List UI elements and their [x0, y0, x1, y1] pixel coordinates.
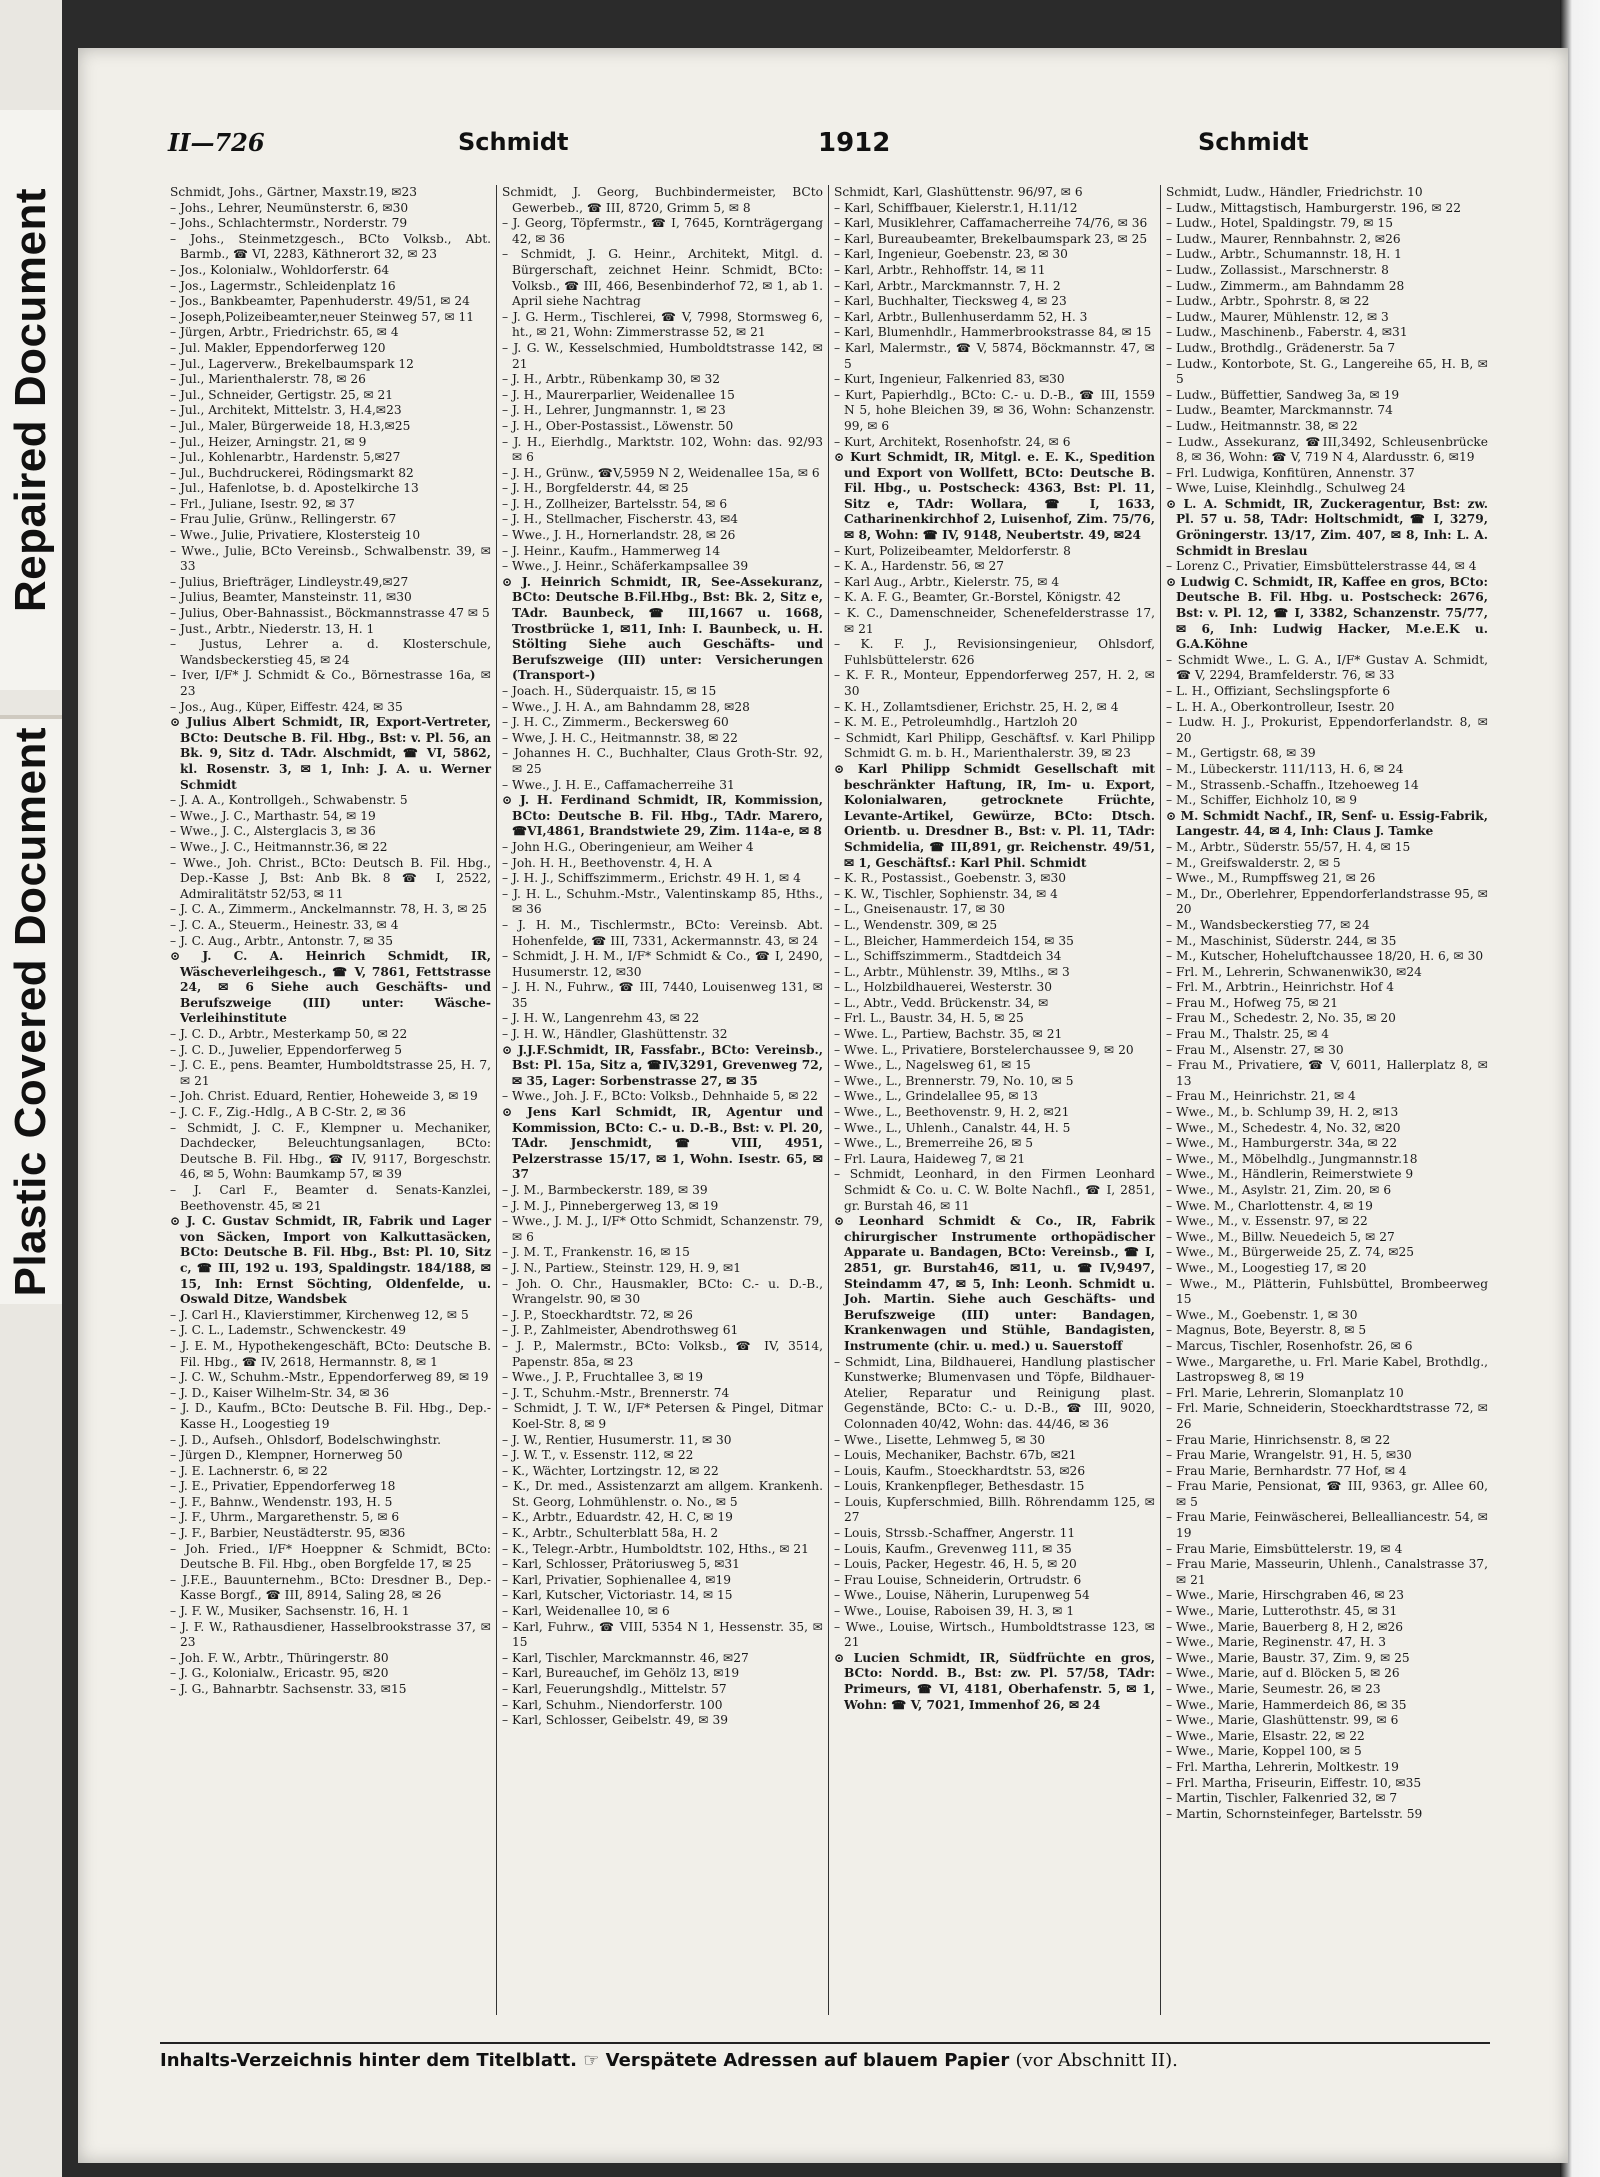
directory-entry: – Joh. Fried., I/F* Hoeppner & Schmidt, BCto: Deutsche B. Fil. Hbg., oben Borgfelde 17, ✉ 25 [170, 1541, 491, 1572]
footer-main-text: Inhalts-Verzeichnis hinter dem Titelblatt. ☞ Verspätete Adressen auf blauem Papier [160, 2050, 1010, 2071]
directory-entry: – Frau M., Schedestr. 2, No. 35, ✉ 20 [1166, 1011, 1396, 1026]
column-1 [165, 185, 497, 2015]
directory-entry: – J. Carl H., Klavierstimmer, Kirchenweg 12, ✉ 5 [170, 1307, 469, 1322]
directory-entry: – Wwe., Louise, Wirtsch., Humboldtstrasse 123, ✉ 21 [834, 1619, 1155, 1650]
directory-entry: – M., Dr., Oberlehrer, Eppendorferlandstrasse 95, ✉ 20 [1166, 886, 1488, 917]
directory-entry: – Kurt, Papierhdlg., BCto: C.- u. D.-B., ☎ III, 1559 N 5, hohe Bleichen 39, ✉ 36, Wohn: Schanzenstr. 99, ✉ 6 [834, 387, 1155, 433]
directory-entry: – Wwe., J. C., Alsterglacis 3, ✉ 36 [170, 824, 376, 839]
directory-entry: – L., Bleicher, Hammerdeich 154, ✉ 35 [834, 933, 1074, 948]
directory-entry: – Ludw., Maschinenb., Faberstr. 4, ✉31 [1166, 325, 1408, 340]
directory-entry: – Johs., Schlachtermstr., Norderstr. 79 [170, 216, 408, 231]
directory-entry: – Julius, Beamter, Mansteinstr. 11, ✉30 [170, 590, 412, 605]
directory-entry: – K. F. R., Monteur, Eppendorferweg 257, H. 2, ✉ 30 [834, 668, 1155, 698]
directory-entry: – J. C. F., Zig.-Hdlg., A B C-Str. 2, ✉ 36 [170, 1105, 406, 1120]
directory-entry: – Frl. M., Lehrerin, Schwanenwik30, ✉24 [1166, 964, 1422, 979]
directory-entry: – J. Carl F., Beamter d. Senats-Kanzlei, Beethovenstr. 45, ✉ 21 [170, 1183, 491, 1213]
directory-entry: – K., Arbtr., Schulterblatt 58a, H. 2 [502, 1526, 719, 1541]
directory-entry: – Frau Julie, Grünw., Rellingerstr. 67 [170, 512, 397, 527]
directory-entry: – Joh. H. H., Beethovenstr. 4, H. A [502, 855, 712, 870]
directory-entry: – Jürgen, Arbtr., Friedrichstr. 65, ✉ 4 [170, 325, 399, 340]
directory-entry: – Ludw., Maurer, Rennbahnstr. 2, ✉26 [1166, 231, 1401, 246]
directory-entry: – Wwe., Margarethe, u. Frl. Marie Kabel, Brothdlg., Lastropsweg 8, ✉ 19 [1166, 1354, 1488, 1385]
directory-entry: – J. G. Herm., Tischlerei, ☎ V, 7998, Stormsweg 6, ht., ✉ 21, Wohn: Zimmerstrasse 52, ✉ 21 [502, 309, 823, 340]
directory-entry: – J. W., Rentier, Husumerstr. 11, ✉ 30 [502, 1432, 732, 1447]
directory-entry: ⊙ Leonhard Schmidt & Co., IR, Fabrik chirurgischer Instrumente orthopädischer Apparate u. Bandagen, BCto: Vereinsb., ☎ I, 2851, gr. Burstah46, ✉11, u. ☎IV,9497, Steindamm 47, ✉ 5, Inh: Leonh. Schmidt u. Joh. Martin. Siehe auch Geschäfts- und Berufszweige (III) unter: Bandagen, Krankenwagen und Stühle, Bandagisten, Instrumente (chir. u. med.) u. Sauerstoff [834, 1214, 1155, 1353]
directory-entry: – Wwe., Marie, Glashüttenstr. 99, ✉ 6 [1166, 1713, 1399, 1728]
directory-entry: – J. E. M., Hypothekengeschäft, BCto: Deutsche B. Fil. Hbg., ☎ IV, 2618, Hermannstr. 8, ✉ 1 [170, 1338, 491, 1369]
directory-entry: – J. C. A., Zimmerm., Anckelmannstr. 78, H. 3, ✉ 25 [170, 902, 488, 917]
directory-entry: – Frl. L., Baustr. 34, H. 5, ✉ 25 [834, 1011, 1024, 1026]
directory-entry: – J. F., Barbier, Neustädterstr. 95, ✉36 [170, 1526, 406, 1541]
directory-entry: – Ludw., Arbtr., Spohrstr. 8, ✉ 22 [1166, 294, 1370, 309]
directory-entry: – J. A. A., Kontrollgeh., Schwabenstr. 5 [170, 793, 408, 808]
directory-entry: – Wwe., Louise, Näherin, Lurupenweg 54 [834, 1588, 1090, 1603]
directory-entry: – Wwe., Lisette, Lehmweg 5, ✉ 30 [834, 1432, 1046, 1447]
directory-entry: – Ludw., Maurer, Mühlenstr. 12, ✉ 3 [1166, 309, 1389, 324]
directory-entry: – Schmidt, Leonhard, in den Firmen Leonhard Schmidt & Co. u. C. W. Bolte Nachfl., ☎ I, 2851, gr. Burstah 46, ✉ 11 [834, 1167, 1155, 1213]
directory-entry: – Kurt, Polizeibeamter, Meldorferstr. 8 [834, 543, 1071, 558]
directory-entry: – Ludw., Brothdlg., Grädenerstr. 5a 7 [1166, 340, 1396, 355]
directory-entry: – J. T., Schuhm.-Mstr., Brennerstr. 74 [502, 1385, 730, 1400]
directory-entry: – Wwe., M., Bürgerweide 25, Z. 74, ✉25 [1166, 1245, 1414, 1260]
directory-entry: – Wwe., M., Plätterin, Fuhlsbüttel, Brombeerweg 15 [1166, 1276, 1488, 1307]
directory-entry: – Wwe., Marie, Lutterothstr. 45, ✉ 31 [1166, 1604, 1398, 1619]
directory-entry: – Schmidt, Lina, Bildhauerei, Handlung plastischer Kunstwerke; Blumenvasen und Töpfe, Bildhauer-Atelier, Reparatur und Reinigung plast. Gegenstände, BCto: C.- u. D.-B., ☎ III, 9020, Colonnaden 40/42, Wohn: das. 44/46, ✉ 36 [834, 1354, 1155, 1431]
directory-entry: – M., Lübeckerstr. 111/113, H. 6, ✉ 24 [1166, 761, 1404, 776]
directory-entry: – Wwe. L., Partiew, Bachstr. 35, ✉ 21 [834, 1027, 1063, 1042]
directory-entry: – Karl, Tischler, Marckmannstr. 46, ✉27 [502, 1650, 749, 1665]
directory-entry: – Wwe., L., Grindelallee 95, ✉ 13 [834, 1089, 1038, 1104]
directory-entry: – Karl, Schuhm., Niendorferstr. 100 [502, 1697, 723, 1712]
directory-entry: – J. M. T., Frankenstr. 16, ✉ 15 [502, 1245, 690, 1260]
directory-entry: – Martin, Schornsteinfeger, Bartelsstr. 59 [1166, 1806, 1423, 1821]
directory-entry: – Wwe., M., Händlerin, Reimerstwiete 9 [1166, 1167, 1414, 1182]
plastic-covered-label-band [0, 715, 62, 1304]
directory-entry: – M., Strassenb.-Schaffn., Itzehoeweg 14 [1166, 777, 1419, 792]
directory-entry: – Wwe. M., Charlottenstr. 4, ✉ 19 [1166, 1198, 1373, 1213]
directory-entry: – Jul., Hafenlotse, b. d. Apostelkirche 13 [170, 481, 419, 496]
directory-entry: – M., Greifswalderstr. 2, ✉ 5 [1166, 855, 1341, 870]
plastic-covered-label: Plastic Covered Document [6, 726, 55, 1297]
directory-entry: – Wwe., Julie, Privatiere, Klostersteig 10 [170, 528, 421, 543]
directory-entry: – Ludw., Heitmannstr. 38, ✉ 22 [1166, 418, 1358, 433]
directory-entry: – Frl. Marie, Schneiderin, Stoeckhardtstrasse 72, ✉ 26 [1166, 1401, 1488, 1431]
directory-entry: – Ludw., Zollassist., Marschnerstr. 8 [1166, 262, 1389, 277]
page-header [168, 128, 1558, 168]
directory-entry: – J. H. W., Händler, Glashüttenstr. 32 [502, 1027, 728, 1042]
directory-entry: – L. H. A., Oberkontrolleur, Isestr. 20 [1166, 699, 1395, 714]
directory-entry: – J. D., Kaufm., BCto: Deutsche B. Fil. Hbg., Dep.-Kasse H., Loogestieg 19 [170, 1401, 491, 1431]
directory-entry: – Louis, Kaufm., Stoeckhardtstr. 53, ✉26 [834, 1463, 1086, 1478]
directory-entry: – Frau Marie, Pensionat, ☎ III, 9363, gr. Allee 60, ✉ 5 [1166, 1479, 1488, 1509]
directory-entry: – Wwe., Louise, Raboisen 39, H. 3, ✉ 1 [834, 1604, 1075, 1619]
directory-entry: – Wwe., J. C., Marthastr. 54, ✉ 19 [170, 808, 376, 823]
directory-entry: – M., Arbtr., Süderstr. 55/57, H. 4, ✉ 15 [1166, 839, 1411, 854]
directory-entry: – Karl, Arbtr., Rehhoffstr. 14, ✉ 11 [834, 262, 1046, 277]
directory-entry: – Karl, Schlosser, Geibelstr. 49, ✉ 39 [502, 1713, 729, 1728]
directory-entry: – Julius, Briefträger, Lindleystr.49,✉27 [170, 574, 409, 589]
directory-entry: – K., Wächter, Lortzingstr. 12, ✉ 22 [502, 1463, 719, 1478]
directory-entry: – J. F., Bahnw., Wendenstr. 193, H. 5 [170, 1494, 393, 1509]
directory-entry: – J. P., Zahlmeister, Abendrothsweg 61 [502, 1323, 739, 1338]
page-number: II—726 [168, 128, 265, 157]
directory-entry: – K., Telegr.-Arbtr., Humboldtstr. 102, Hths., ✉ 21 [502, 1541, 809, 1556]
directory-entry: – Joh. O. Chr., Hausmakler, BCto: C.- u. D.-B., Wrangelstr. 90, ✉ 30 [502, 1276, 823, 1307]
left-margin-strip [0, 0, 62, 2177]
column-3 [829, 185, 1161, 2015]
directory-entry: ⊙ Karl Philipp Schmidt Gesellschaft mit beschränkter Haftung, IR, Im- u. Export, Kolonialwaren, getrocknete Früchte, Levante-Artikel, Gewürze, BCto: Dtsch. Orientb. u. Dresdner B., Bst: v. Pl. 11, TAdr: Schmidelia, ☎ III,891, gr. Reichenstr. 49/51, ✉ 1, Geschäftsf.: Karl Phil. Schmidt [834, 761, 1155, 870]
directory-entry: – Jos., Aug., Küper, Eiffestr. 424, ✉ 35 [170, 699, 403, 714]
directory-entry: – J. Heinr., Kaufm., Hammerweg 14 [502, 543, 721, 558]
directory-entry: – L., Arbtr., Mühlenstr. 39, Mtlhs., ✉ 3 [834, 964, 1070, 979]
directory-entry: – Karl Aug., Arbtr., Kielerstr. 75, ✉ 4 [834, 574, 1060, 589]
directory-entry: – Wwe., M., Loogestieg 17, ✉ 20 [1166, 1260, 1367, 1275]
directory-entry: – Ludw., Büffettier, Sandweg 3a, ✉ 19 [1166, 387, 1400, 402]
directory-entry: – Wwe., J. M. J., I/F* Otto Schmidt, Schanzenstr. 79, ✉ 6 [502, 1214, 823, 1244]
directory-entry: ⊙ L. A. Schmidt, IR, Zuckeragentur, Bst: zw. Pl. 57 u. 58, TAdr: Holtschmidt, ☎ I, 3279, Gröningerstr. 13/17, Zim. 407, ✉ 8, Inh: L. A. Schmidt in Breslau [1166, 496, 1488, 558]
directory-entry: – J. E. Lachnerstr. 6, ✉ 22 [170, 1463, 328, 1478]
repaired-label-band [0, 110, 62, 690]
directory-entry: – Jul. Makler, Eppendorferweg 120 [170, 340, 386, 355]
directory-entry: ⊙ J. C. Gustav Schmidt, IR, Fabrik und Lager von Säcken, Import von Kalkuttasäcken, BCto: Deutsche B. Fil. Hbg., Bst: Pl. 10, Sitz c, ☎ III, 192 u. 193, Spaldingstr. 184/188, ✉ 15, Inh: Ernst Söchting, Oldenfelde, u. Oswald Ditze, Wandsbek [170, 1214, 491, 1307]
directory-entry: – K. A., Hardenstr. 56, ✉ 27 [834, 559, 1005, 574]
directory-entry: Schmidt, Karl, Glashüttenstr. 96/97, ✉ 6 [834, 185, 1083, 199]
directory-entry: – Frau M., Hofweg 75, ✉ 21 [1166, 995, 1338, 1010]
directory-entry: – Ludw. H. J., Prokurist, Eppendorferlandstr. 8, ✉ 20 [1166, 715, 1488, 745]
column-2 [497, 185, 829, 2015]
directory-entry: ⊙ Kurt Schmidt, IR, Mitgl. e. E. K., Spedition und Export von Wollfett, BCto: Deutsche B. Fil. Hbg., u. Postscheck: 4363, Bst: Pl. 11, Sitz e, TAdr: Wollara, ☎ I, 1633, Catharinenkirchhof 2, Luisenhof, Zim. 75/76, ✉ 8, Wohn: ☎ IV, 9148, Neubertstr. 49, ✉24 [834, 450, 1155, 543]
directory-entry: – Marcus, Tischler, Rosenhofstr. 26, ✉ 6 [1166, 1338, 1413, 1353]
directory-entry: – Jul., Lagerverw., Brekelbaumspark 12 [170, 356, 414, 371]
directory-entry: – M., Gertigstr. 68, ✉ 39 [1166, 746, 1316, 761]
directory-entry: – Ludw., Mittagstisch, Hamburgerstr. 196, ✉ 22 [1166, 200, 1462, 215]
directory-entry: – M., Wandsbeckerstieg 77, ✉ 24 [1166, 917, 1370, 932]
directory-entry: – Karl, Weidenallee 10, ✉ 6 [502, 1604, 670, 1619]
directory-entry: – Schmidt, J. G. Heinr., Architekt, Mitgl. d. Bürgerschaft, zeichnet Heinr. Schmidt, BCto: Volksb., ☎ III, 466, Besenbinderhof 72, ✉ 1, ab 1. April siehe Nachtrag [502, 247, 823, 309]
directory-entry: – J. W. T., v. Essenstr. 112, ✉ 22 [502, 1448, 694, 1463]
directory-entry: – J. H. L., Schuhm.-Mstr., Valentinskamp 85, Hths., ✉ 36 [502, 886, 823, 917]
directory-entry: – J. D., Aufseh., Ohlsdorf, Bodelschwinghstr. [170, 1432, 441, 1447]
directory-entry: – Wwe., J. H. A., am Bahndamm 28, ✉28 [502, 699, 750, 714]
directory-entry: – Kurt, Architekt, Rosenhofstr. 24, ✉ 6 [834, 434, 1071, 449]
directory-entry: – Wwe., Joh. J. F., BCto: Volksb., Dehnhaide 5, ✉ 22 [502, 1089, 818, 1104]
directory-entry: – Frau M., Heinrichstr. 21, ✉ 4 [1166, 1089, 1356, 1104]
directory-entry: – J. D., Kaiser Wilhelm-Str. 34, ✉ 36 [170, 1385, 390, 1400]
directory-entry: – John H.G., Oberingenieur, am Weiher 4 [502, 839, 754, 854]
directory-entry: – Wwe., L., Uhlenh., Canalstr. 44, H. 5 [834, 1120, 1071, 1135]
directory-entry: – Julius, Ober-Bahnassist., Böckmannstrasse 47 ✉ 5 [170, 606, 490, 621]
directory-entry: – Frl., Juliane, Isestr. 92, ✉ 37 [170, 496, 355, 511]
directory-entry: – J. H., Arbtr., Rübenkamp 30, ✉ 32 [502, 372, 720, 387]
directory-entry: – Joseph,Polizeibeamter,neuer Steinweg 57, ✉ 11 [170, 309, 475, 324]
directory-entry: – Just., Arbtr., Niederstr. 13, H. 1 [170, 621, 375, 636]
directory-entry: – Frau Marie, Wrangelstr. 91, H. 5, ✉30 [1166, 1448, 1412, 1463]
directory-entry: – Jul., Schneider, Gertigstr. 25, ✉ 21 [170, 387, 394, 402]
directory-entry: – Frau Marie, Masseurin, Uhlenh., Canalstrasse 37, ✉ 21 [1166, 1557, 1488, 1587]
directory-entry: – Johs., Lehrer, Neumünsterstr. 6, ✉30 [170, 200, 409, 215]
directory-entry: – Schmidt, J. C. F., Klempner u. Mechaniker, Dachdecker, Beleuchtungsanlagen, BCto: Deutsche B. Fil. Hbg., ☎ IV, 9117, Borgeschstr. 46, ✉ 5, Wohn: Baumkamp 57, ✉ 39 [170, 1120, 491, 1182]
directory-entry: – Wwe., M., v. Essenstr. 97, ✉ 22 [1166, 1214, 1368, 1229]
directory-entry: – J. H., Borgfelderstr. 44, ✉ 25 [502, 481, 689, 496]
directory-entry: – J. N., Partiew., Steinstr. 129, H. 9, ✉1 [502, 1260, 741, 1275]
directory-entry: – K. W., Tischler, Sophienstr. 34, ✉ 4 [834, 886, 1058, 901]
directory-entry: – K., Arbtr., Eduardstr. 42, H. C, ✉ 19 [502, 1510, 733, 1525]
directory-entry: – Lorenz C., Privatier, Eimsbüttelerstrasse 44, ✉ 4 [1166, 559, 1477, 574]
directory-columns [165, 185, 1495, 2015]
directory-entry: – Wwe., Julie, BCto Vereinsb., Schwalbenstr. 39, ✉ 33 [170, 543, 491, 574]
directory-entry: – Wwe., M., Goebenstr. 1, ✉ 30 [1166, 1307, 1358, 1322]
directory-entry: – Jul., Maler, Bürgerweide 18, H.3,✉25 [170, 418, 411, 433]
directory-entry: Schmidt, Johs., Gärtner, Maxstr.19, ✉23 [170, 185, 418, 199]
directory-entry: – Frau Marie, Feinwäscherei, Bellealliancestr. 54, ✉ 19 [1166, 1510, 1488, 1541]
directory-entry: – Wwe., M., Rumpffsweg 21, ✉ 26 [1166, 871, 1376, 886]
directory-entry: – Jul., Marienthalerstr. 78, ✉ 26 [170, 372, 366, 387]
directory-entry: – Wwe., M., Schedestr. 4, No. 32, ✉20 [1166, 1120, 1401, 1135]
directory-entry: ⊙ Jens Karl Schmidt, IR, Agentur und Kommission, BCto: C.- u. D.-B., Bst: v. Pl. 20, TAdr. Jenschmidt, ☎ VIII, 4951, Pelzerstrasse 15/17, ✉ 1, Wohn. Isestr. 65, ✉ 37 [502, 1105, 823, 1182]
directory-entry: – Schmidt Wwe., L. G. A., I/F* Gustav A. Schmidt, ☎ V, 2294, Bramfelderstr. 76, ✉ 33 [1166, 652, 1488, 683]
directory-entry: – J. P., Malermstr., BCto: Volksb., ☎ IV, 3514, Papenstr. 85a, ✉ 23 [502, 1338, 823, 1369]
directory-entry: – Karl, Arbtr., Bullenhuserdamm 52, H. 3 [834, 309, 1088, 324]
directory-entry: – J. H. M., Tischlermstr., BCto: Vereinsb. Abt. Hohenfelde, ☎ III, 7331, Ackermannstr. 43, ✉ 24 [502, 917, 823, 948]
directory-entry: – J. C. D., Juwelier, Eppendorferweg 5 [170, 1042, 403, 1057]
directory-entry: – J. H., Zollheizer, Bartelsstr. 54, ✉ 6 [502, 496, 728, 511]
directory-entry: – Wwe., Joh. Christ., BCto: Deutsch B. Fil. Hbg., Dep.-Kasse J, Bst: Anb Bk. 8 ☎ I, 2522, Admiralitätstr 52/53, ✉ 11 [170, 855, 491, 901]
directory-entry: – L., Holzbildhauerei, Westerstr. 30 [834, 980, 1053, 995]
directory-entry: – J. C. L., Lademstr., Schwenckestr. 49 [170, 1323, 407, 1338]
year-heading: 1912 [818, 128, 891, 158]
directory-entry: – Karl, Fuhrw., ☎ VIII, 5354 N 1, Hessenstr. 35, ✉ 15 [502, 1619, 823, 1650]
directory-entry: – Frau Louise, Schneiderin, Ortrudstr. 6 [834, 1572, 1082, 1587]
directory-entry: – Wwe., Marie, Seumestr. 26, ✉ 23 [1166, 1682, 1381, 1696]
directory-entry: – J. C. Aug., Arbtr., Antonstr. 7, ✉ 35 [170, 933, 394, 948]
directory-entry: ⊙ M. Schmidt Nachf., IR, Senf- u. Essig-Fabrik, Langestr. 44, ✉ 4, Inh: Claus J. Tamke [1166, 808, 1488, 839]
directory-entry: – Wwe., Marie, Baustr. 37, Zim. 9, ✉ 25 [1166, 1650, 1410, 1665]
directory-entry: – Karl, Privatier, Sophienallee 4, ✉19 [502, 1572, 732, 1587]
directory-entry: – J. H., Stellmacher, Fischerstr. 43, ✉4 [502, 512, 739, 527]
directory-entry: – Frl. Martha, Lehrerin, Moltkestr. 19 [1166, 1759, 1399, 1774]
directory-entry: – K. H., Zollamtsdiener, Erichstr. 25, H. 2, ✉ 4 [834, 699, 1119, 714]
directory-entry: – Ludw., Kontorbote, St. G., Langereihe 65, H. B, ✉ 5 [1166, 356, 1488, 387]
directory-entry: – J. F. W., Musiker, Sachsenstr. 16, H. 1 [170, 1604, 410, 1619]
directory-entry: – Karl, Ingenieur, Goebenstr. 23, ✉ 30 [834, 247, 1068, 262]
directory-entry: – Karl, Musiklehrer, Caffamacherreihe 74/76, ✉ 36 [834, 216, 1148, 231]
directory-entry: – Joach. H., Süderquaistr. 15, ✉ 15 [502, 684, 717, 698]
directory-entry: – J. H., Lehrer, Jungmannstr. 1, ✉ 23 [502, 403, 726, 418]
directory-entry: – Jul., Heizer, Arningstr. 21, ✉ 9 [170, 434, 367, 449]
directory-entry: – Iver, I/F* J. Schmidt & Co., Börnestrasse 16a, ✉ 23 [170, 668, 491, 698]
directory-entry: – Wwe., J. H. E., Caffamacherreihe 31 [502, 777, 735, 792]
directory-entry: – Jos., Bankbeamter, Papenhuderstr. 49/51, ✉ 24 [170, 294, 470, 309]
directory-entry: – Frl. Marie, Lehrerin, Slomanplatz 10 [1166, 1385, 1404, 1400]
directory-entry: – M., Kutscher, Hoheluftchaussee 18/20, H. 6, ✉ 30 [1166, 949, 1484, 964]
directory-entry: – J. H., Maurerparlier, Weidenallee 15 [502, 387, 735, 402]
directory-entry: – M., Schiffer, Eichholz 10, ✉ 9 [1166, 793, 1358, 808]
directory-entry: – Wwe, J. H. C., Heitmannstr. 38, ✉ 22 [502, 730, 738, 745]
directory-entry: – Wwe., J. Heinr., Schäferkampsallee 39 [502, 559, 749, 574]
directory-entry: – K., Dr. med., Assistenzarzt am allgem. Krankenh. St. Georg, Lohmühlenstr. o. No., ✉ 5 [502, 1479, 823, 1509]
directory-entry: – J. G., Bahnarbtr. Sachsenstr. 33, ✉15 [170, 1682, 407, 1696]
directory-entry: – Frau M., Thalstr. 25, ✉ 4 [1166, 1027, 1329, 1042]
directory-entry: – Wwe., M., Asylstr. 21, Zim. 20, ✉ 6 [1166, 1183, 1392, 1197]
directory-entry: – Ludw., Arbtr., Schumannstr. 18, H. 1 [1166, 247, 1402, 262]
directory-entry: – Frl. Ludwiga, Konfitüren, Annenstr. 37 [1166, 465, 1415, 480]
directory-entry: – Frl. Martha, Friseurin, Eiffestr. 10, ✉35 [1166, 1775, 1422, 1790]
directory-entry: – Wwe., Marie, Elsastr. 22, ✉ 22 [1166, 1728, 1365, 1743]
directory-entry: – L., Wendenstr. 309, ✉ 25 [834, 917, 998, 932]
directory-entry: – Louis, Strssb.-Schaffner, Angerstr. 11 [834, 1526, 1076, 1541]
directory-entry: – Karl, Malermstr., ☎ V, 5874, Böckmannstr. 47, ✉ 5 [834, 340, 1155, 371]
directory-entry: – J. C. A., Steuerm., Heinestr. 33, ✉ 4 [170, 917, 399, 932]
directory-entry: – Johannes H. C., Buchhalter, Claus Groth-Str. 92, ✉ 25 [502, 746, 823, 776]
directory-entry: – Ludw., Assekuranz, ☎III,3492, Schleusenbrücke 8, ✉ 36, Wohn: ☎ V, 719 N 4, Alardusstr. 6, ✉19 [1166, 434, 1488, 465]
directory-entry: – Karl, Schlosser, Prätoriusweg 5, ✉31 [502, 1557, 740, 1572]
directory-entry: – J. E., Privatier, Eppendorferweg 18 [170, 1479, 396, 1494]
directory-entry: – Frl. Laura, Haideweg 7, ✉ 21 [834, 1151, 1026, 1166]
directory-entry: ⊙ Julius Albert Schmidt, IR, Export-Vertreter, BCto: Deutsche B. Fil. Hbg., Bst: v. Pl. 56, an Bk. 9, Sitz d. TAdr. Alschmidt, ☎ VI, 5862, kl. Rosenstr. 3, ✉ 1, Inh: J. A. u. Werner Schmidt [170, 715, 491, 792]
directory-entry: – Jul., Kohlenarbtr., Hardenstr. 5,✉27 [170, 450, 401, 465]
repaired-document-label: Repaired Document [6, 187, 55, 613]
directory-entry: – L., Schiffszimmerm., Stadtdeich 34 [834, 949, 1062, 964]
directory-entry: – Wwe., M., Möbelhdlg., Jungmannstr.18 [1166, 1151, 1418, 1166]
directory-entry: – K. M. E., Petroleumhdlg., Hartzloh 20 [834, 715, 1078, 730]
directory-entry: ⊙ J. Heinrich Schmidt, IR, See-Assekuranz, BCto: Deutsche B.Fil.Hbg., Bst: Bk. 2, Sitz e, TAdr. Baunbeck, ☎ III,1667 u. 1668, Trostbrücke 1, ✉11, Inh: I. Baunbeck, u. H. Stölting Siehe auch Geschäfts- und Berufszweige (III) unter: Versicherungen (Transport-) [502, 574, 823, 683]
directory-entry: – M., Maschinist, Süderstr. 244, ✉ 35 [1166, 933, 1397, 948]
directory-entry: ⊙ Lucien Schmidt, IR, Südfrüchte en gros, BCto: Nordd. B., Bst: zw. Pl. 57/58, TAdr: Primeurs, ☎ VI, 4181, Oberhafenstr. 5, ✉ 1, Wohn: ☎ V, 7021, Immenhof 26, ✉ 24 [834, 1650, 1155, 1712]
directory-entry: – Wwe., J. H., Hornerlandstr. 28, ✉ 26 [502, 528, 736, 543]
directory-entry: – Wwe. L., Privatiere, Borstelerchaussee 9, ✉ 20 [834, 1042, 1134, 1057]
directory-entry: – Jul., Architekt, Mittelstr. 3, H.4,✉23 [170, 403, 402, 418]
directory-entry: Schmidt, Ludw., Händler, Friedrichstr. 10 [1166, 185, 1423, 199]
directory-entry: – J. P., Stoeckhardtstr. 72, ✉ 26 [502, 1307, 693, 1322]
directory-entry: – J. Georg, Töpfermstr., ☎ I, 7645, Kornträgergang 42, ✉ 36 [502, 216, 823, 246]
directory-entry: – Schmidt, Karl Philipp, Geschäftsf. v. Karl Philipp Schmidt G. m. b. H., Marienthalerstr. 39, ✉ 23 [834, 730, 1155, 761]
directory-entry: – Ludw., Beamter, Marckmannstr. 74 [1166, 403, 1393, 418]
directory-entry: – J.F.E., Bauunternehm., BCto: Dresdner B., Dep.-Kasse Borgf., ☎ III, 8914, Saling 28, ✉ 26 [170, 1572, 491, 1603]
directory-entry: – Magnus, Bote, Beyerstr. 8, ✉ 5 [1166, 1323, 1367, 1338]
directory-entry: – Wwe., Marie, Koppel 100, ✉ 5 [1166, 1744, 1362, 1759]
directory-entry: ⊙ Ludwig C. Schmidt, IR, Kaffee en gros, BCto: Deutsche B. Fil. Hbg. u. Postscheck: 2676, Bst: v. Pl. 12, ☎ I, 3382, Schanzenstr. 75/77, ✉ 6, Inh: Ludwig Hacker, M.e.E.K u. G.A.Köhne [1166, 574, 1488, 652]
directory-entry: – Frau M., Alsenstr. 27, ✉ 30 [1166, 1042, 1344, 1057]
directory-entry: – Wwe., L., Bremerreihe 26, ✉ 5 [834, 1136, 1034, 1151]
directory-entry: – K. C., Damenschneider, Schenefelderstrasse 17, ✉ 21 [834, 606, 1155, 636]
directory-entry: – J. F., Uhrm., Margarethenstr. 5, ✉ 6 [170, 1510, 400, 1525]
directory-entry: – Wwe., Marie, Bauerberg 8, H 2, ✉26 [1166, 1619, 1404, 1634]
directory-entry: – Schmidt, J. H. M., I/F* Schmidt & Co., ☎ I, 2490, Husumerstr. 12, ✉30 [502, 949, 823, 979]
directory-entry: ⊙ J. C. A. Heinrich Schmidt, IR, Wäscheverleihgesch., ☎ V, 7861, Fettstrasse 24, ✉ 6 Siehe auch Geschäfts- und Berufszweige (III) unter: Wäsche-Verleihinstitute [170, 949, 491, 1026]
directory-entry: – L. H., Offiziant, Sechslingspforte 6 [1166, 684, 1391, 698]
directory-entry: – Joh. Christ. Eduard, Rentier, Hoheweide 3, ✉ 19 [170, 1089, 478, 1104]
directory-entry: – Wwe., J. C., Heitmannstr.36, ✉ 22 [170, 839, 388, 854]
directory-entry: – Jos., Kolonialw., Wohldorferstr. 64 [170, 262, 390, 277]
directory-entry: – J. H., Grünw., ☎V,5959 N 2, Weidenallee 15a, ✉ 6 [502, 465, 820, 480]
directory-entry: – Ludw., Hotel, Spaldingstr. 79, ✉ 15 [1166, 216, 1393, 231]
directory-entry: – Ludw., Zimmerm., am Bahndamm 28 [1166, 278, 1405, 293]
directory-entry: – Wwe., Marie, Hirschgraben 46, ✉ 23 [1166, 1588, 1404, 1603]
directory-entry: – Wwe., L., Beethovenstr. 9, H. 2, ✉21 [834, 1105, 1070, 1120]
directory-entry: – Karl, Schiffbauer, Kielerstr.1, H.11/12 [834, 200, 1078, 215]
directory-entry: – Karl, Bureaubeamter, Brekelbaumspark 23, ✉ 25 [834, 231, 1148, 246]
directory-entry: – Schmidt, J. T. W., I/F* Petersen & Pingel, Ditmar Koel-Str. 8, ✉ 9 [502, 1401, 823, 1431]
directory-entry: – Justus, Lehrer a. d. Klosterschule, Wandsbeckerstieg 45, ✉ 24 [170, 637, 491, 667]
directory-entry: – Louis, Krankenpfleger, Bethesdastr. 15 [834, 1479, 1085, 1494]
directory-entry: – J. M., Barmbeckerstr. 189, ✉ 39 [502, 1183, 708, 1197]
directory-entry: – L., Gneisenaustr. 17, ✉ 30 [834, 902, 1006, 917]
directory-entry: ⊙ J.J.F.Schmidt, IR, Fassfabr., BCto: Vereinsb., Bst: Pl. 15a, Sitz a, ☎IV,3291, Grevenweg 72, ✉ 35, Lager: Sorbenstrasse 27, ✉ 35 [502, 1042, 823, 1088]
directory-entry: – Louis, Kaufm., Grevenweg 111, ✉ 35 [834, 1541, 1072, 1556]
directory-entry: – Wwe., Marie, Hammerdeich 86, ✉ 35 [1166, 1697, 1407, 1712]
directory-entry: – J. C. D., Arbtr., Mesterkamp 50, ✉ 22 [170, 1027, 408, 1042]
directory-entry: – Johs., Steinmetzgesch., BCto Volksb., Abt. Barmb., ☎ VI, 2283, Käthnerort 32, ✉ 23 [170, 231, 491, 262]
directory-entry: – Frau Marie, Bernhardstr. 77 Hof, ✉ 4 [1166, 1463, 1407, 1478]
directory-entry: Schmidt, J. Georg, Buchbindermeister, BCto Gewerbeb., ☎ III, 8720, Grimm 5, ✉ 8 [502, 185, 823, 215]
directory-entry: – J. H. J., Schiffszimmerm., Erichstr. 49 H. 1, ✉ 4 [502, 871, 801, 886]
directory-entry: – Wwe., M., Hamburgerstr. 34a, ✉ 22 [1166, 1136, 1398, 1151]
running-head-right: Schmidt [1198, 128, 1309, 156]
directory-entry: – Karl, Arbtr., Marckmannstr. 7, H. 2 [834, 278, 1061, 293]
directory-entry: – Martin, Tischler, Falkenried 32, ✉ 7 [1166, 1791, 1398, 1806]
directory-entry: – J. H. W., Langenrehm 43, ✉ 22 [502, 1011, 700, 1026]
directory-entry: ⊙ J. H. Ferdinand Schmidt, IR, Kommission, BCto: Deutsche B. Fil. Hbg., TAdr. Marero, ☎VI,4861, Brandstwiete 29, Zim. 114a-e, ✉ 8 [502, 793, 823, 839]
directory-entry: – Frau M., Privatiere, ☎ V, 6011, Hallerplatz 8, ✉ 13 [1166, 1058, 1488, 1088]
footer-note: (vor Abschnitt II). [1015, 2050, 1178, 2071]
directory-entry: – Wwe., L., Nagelsweg 61, ✉ 15 [834, 1058, 1031, 1073]
directory-entry: – J. H. C., Zimmerm., Beckersweg 60 [502, 715, 729, 730]
directory-entry: – K. F. J., Revisionsingenieur, Ohlsdorf, Fuhlsbüttelerstr. 626 [834, 637, 1155, 667]
directory-entry: – Wwe., M., b. Schlump 39, H. 2, ✉13 [1166, 1105, 1399, 1120]
directory-entry: – J. G. W., Kesselschmied, Humboldtstrasse 142, ✉ 21 [502, 340, 823, 371]
directory-entry: – Karl, Buchhalter, Tiecksweg 4, ✉ 23 [834, 294, 1067, 309]
directory-entry: – K. R., Postassist., Goebenstr. 3, ✉30 [834, 871, 1067, 886]
directory-entry: – K. A. F. G., Beamter, Gr.-Borstel, Königstr. 42 [834, 590, 1121, 605]
page-footer [160, 2042, 1490, 2071]
directory-entry: – J. C. E., pens. Beamter, Humboldtstrasse 25, H. 7, ✉ 21 [170, 1058, 491, 1088]
directory-entry: – Karl, Feuerungshdlg., Mittelstr. 57 [502, 1682, 727, 1696]
directory-entry: – Wwe., Marie, auf d. Blöcken 5, ✉ 26 [1166, 1666, 1400, 1681]
directory-entry: – Louis, Mechaniker, Bachstr. 67b, ✉21 [834, 1448, 1077, 1463]
directory-entry: – Wwe, Luise, Kleinhdlg., Schulweg 24 [1166, 481, 1406, 496]
directory-entry: – Kurt, Ingenieur, Falkenried 83, ✉30 [834, 372, 1065, 387]
directory-entry: – Frau Marie, Hinrichsenstr. 8, ✉ 22 [1166, 1432, 1391, 1447]
directory-entry: – Jos., Lagermstr., Schleidenplatz 16 [170, 278, 396, 293]
directory-entry: – Joh. F. W., Arbtr., Thüringerstr. 80 [170, 1650, 389, 1665]
directory-entry: – Wwe., L., Brennerstr. 79, No. 10, ✉ 5 [834, 1073, 1074, 1088]
directory-entry: – L., Abtr., Vedd. Brückenstr. 34, ✉ [834, 995, 1049, 1010]
directory-entry: – J. C. W., Schuhm.-Mstr., Eppendorferweg 89, ✉ 19 [170, 1370, 489, 1385]
directory-entry: – Karl, Kutscher, Victoriastr. 14, ✉ 15 [502, 1588, 733, 1603]
directory-entry: – J. G., Kolonialw., Ericastr. 95, ✉20 [170, 1666, 389, 1681]
directory-entry: – J. H. N., Fuhrw., ☎ III, 7440, Louisenweg 131, ✉ 35 [502, 980, 823, 1010]
directory-entry: – Karl, Blumenhdlr., Hammerbrookstrasse 84, ✉ 15 [834, 325, 1152, 340]
directory-entry: – J. H., Eierhdlg., Marktstr. 102, Wohn: das. 92/93 ✉ 6 [502, 434, 823, 465]
directory-entry: – Louis, Kupferschmied, Billh. Röhrendamm 125, ✉ 27 [834, 1494, 1155, 1525]
directory-entry: – Jul., Buchdruckerei, Rödingsmarkt 82 [170, 465, 414, 480]
directory-entry: – Louis, Packer, Hegestr. 46, H. 5, ✉ 20 [834, 1557, 1077, 1572]
directory-entry: – J. M. J., Pinnebergerweg 13, ✉ 19 [502, 1198, 719, 1213]
directory-entry: – J. H., Ober-Postassist., Löwenstr. 50 [502, 418, 734, 433]
directory-entry: – Jürgen D., Klempner, Hornerweg 50 [170, 1448, 403, 1463]
running-head-left: Schmidt [458, 128, 569, 156]
directory-entry: – Wwe., M., Billw. Neuedeich 5, ✉ 27 [1166, 1229, 1395, 1244]
directory-entry: – Karl, Bureauchef, im Gehölz 13, ✉19 [502, 1666, 740, 1681]
directory-entry: – Frau Marie, Eimsbüttelerstr. 19, ✉ 4 [1166, 1541, 1403, 1556]
directory-entry: – Frl. M., Arbtrin., Heinrichstr. Hof 4 [1166, 980, 1394, 995]
column-4 [1161, 185, 1493, 2015]
directory-entry: – Wwe., Marie, Reginenstr. 47, H. 3 [1166, 1635, 1386, 1650]
directory-entry: – J. F. W., Rathausdiener, Hasselbrookstrasse 37, ✉ 23 [170, 1619, 491, 1650]
directory-entry: – Wwe., J. P., Fruchtallee 3, ✉ 19 [502, 1370, 703, 1385]
